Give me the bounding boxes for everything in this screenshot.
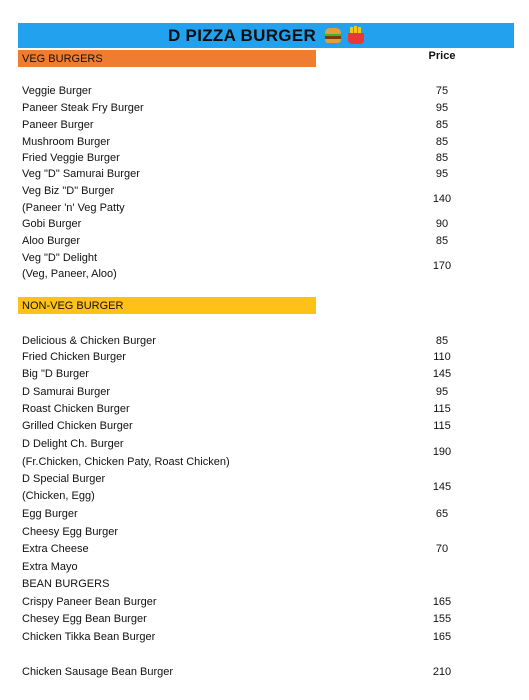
menu-price: 140 [432, 193, 452, 205]
menu-price: 115 [433, 420, 451, 432]
menu-item: Roast Chicken Burger [22, 403, 130, 415]
menu-price: 90 [435, 218, 449, 230]
menu-item: Big "D Burger [22, 368, 89, 380]
menu-price: 165 [432, 631, 452, 643]
menu-price: 85 [435, 335, 449, 347]
menu-item: Fried Chicken Burger [22, 351, 126, 363]
menu-item: Fried Veggie Burger [22, 152, 120, 164]
menu-price: 95 [435, 168, 449, 180]
menu-price: 95 [435, 102, 449, 114]
menu-item: Gobi Burger [22, 218, 82, 230]
menu-price: 70 [435, 543, 449, 555]
menu-item: Egg Burger [22, 508, 78, 520]
menu-item: Extra Mayo [22, 561, 78, 573]
menu-item: Veggie Burger [22, 85, 92, 97]
menu-price: 210 [432, 666, 452, 678]
menu-price: 85 [435, 152, 449, 164]
menu-item: Veg Biz "D" Burger [22, 185, 115, 197]
menu-item: Grilled Chicken Burger [22, 420, 133, 432]
menu-price: 155 [432, 613, 452, 625]
menu-item: Extra Cheese [22, 543, 89, 555]
veg-section-header: VEG BURGERS [18, 50, 316, 67]
menu-item: Veg "D" Delight [22, 252, 98, 264]
menu-item: Paneer Burger [22, 119, 94, 131]
menu-price: 145 [432, 481, 452, 493]
menu-item: Veg "D" Samurai Burger [22, 168, 140, 180]
menu-price: 65 [435, 508, 449, 520]
menu-price: 190 [432, 446, 452, 458]
menu-price: 75 [435, 85, 449, 97]
menu-item: D Delight Ch. Burger [22, 438, 124, 450]
menu-price: 85 [435, 235, 449, 247]
menu-item: Chicken Tikka Bean Burger [22, 631, 156, 643]
menu-item: D Special Burger [22, 473, 106, 485]
menu-item: Crispy Paneer Bean Burger [22, 596, 157, 608]
page-title: D PIZZA BURGER [167, 25, 317, 45]
menu-item: Cheesy Egg Burger [22, 526, 118, 538]
menu-item-detail: (Veg, Paneer, Aloo) [22, 268, 117, 280]
burger-icon [324, 28, 342, 43]
menu-item-detail: (Paneer 'n' Veg Patty [22, 202, 125, 214]
menu-price: 115 [433, 403, 451, 415]
menu-price: 170 [432, 260, 452, 272]
menu-item: Delicious & Chicken Burger [22, 335, 156, 347]
price-column-header: Price [428, 50, 456, 62]
menu-price: 145 [432, 368, 452, 380]
title-bar [18, 23, 514, 48]
menu-item: Paneer Steak Fry Burger [22, 102, 144, 114]
menu-item: Aloo Burger [22, 235, 81, 247]
menu-price: 110 [433, 351, 451, 363]
menu-item: D Samurai Burger [22, 386, 111, 398]
menu-price: 165 [432, 596, 452, 608]
menu-item: Chicken Sausage Bean Burger [22, 666, 174, 678]
menu-item: Chesey Egg Bean Burger [22, 613, 147, 625]
menu-item: Mushroom Burger [22, 136, 111, 148]
sub-section-heading: BEAN BURGERS [22, 578, 110, 590]
nonveg-section-header: NON-VEG BURGER [18, 297, 316, 314]
fries-icon [348, 27, 364, 44]
menu-price: 85 [435, 119, 449, 131]
menu-price: 95 [435, 386, 449, 398]
menu-item-detail: (Fr.Chicken, Chicken Paty, Roast Chicken) [22, 456, 230, 468]
menu-price: 85 [435, 136, 449, 148]
menu-item-detail: (Chicken, Egg) [22, 490, 95, 502]
